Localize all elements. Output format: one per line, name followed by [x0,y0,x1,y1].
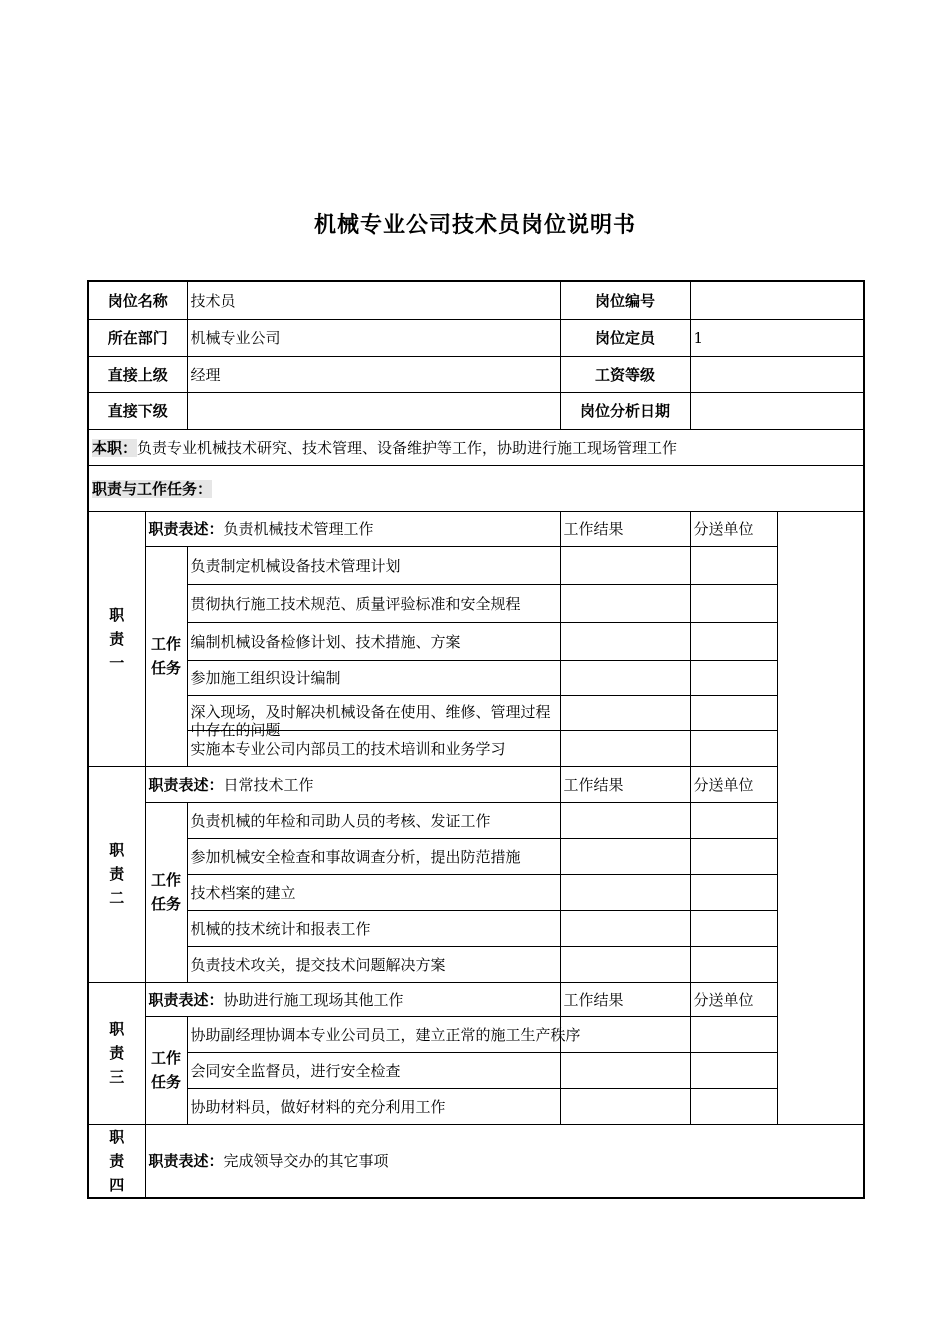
table-row [88,946,864,982]
headcount-value: 1 [690,319,864,356]
task-item: 参加施工组织设计编制 [187,660,560,695]
task-item: 技术档案的建立 [187,874,560,910]
block-1-task-label: 工作 任务 [145,546,187,766]
block-3-dest-label: 分送单位 [690,982,777,1016]
block-1-description: 负责机械技术管理工作 [223,520,374,538]
duty-text: 负责专业机械技术研究、技术管理、设备维护等工作，协助进行施工现场管理工作 [137,438,678,457]
salary-grade-value [690,356,864,392]
table-row [88,695,864,730]
table-row [88,622,864,660]
table-row [88,1016,864,1052]
block-4-description-cell: 职责表述：完成领导交办的其它事项 [145,1124,864,1198]
block-2-description: 日常技术工作 [223,775,314,794]
task-item: 负责技术攻关，提交技术问题解决方案 [187,946,560,982]
header-row-position [88,281,864,319]
block-2-description-cell: 职责表述：日常技术工作 [145,766,560,802]
task-item-clipped: 深入现场，及时解决机械设备在使用、维修、管理过程中存在的问题 [187,695,560,730]
task-item: 编制机械设备检修计划、技术措施、方案 [187,622,560,660]
block-2-desc-row [88,766,864,802]
block-2-result-label: 工作结果 [560,766,690,802]
block-1-description-cell: 职责表述：负责机械技术管理工作 [145,511,560,546]
block-2-dest-label: 分送单位 [690,766,777,802]
block-1-dest-label: 分送单位 [690,511,777,546]
department-value: 机械专业公司 [187,319,560,356]
position-code-value [690,281,864,319]
table-row [88,1088,864,1124]
block-4-description: 完成领导交办的其它事项 [223,1152,389,1170]
table-row [88,546,864,584]
table-row [88,584,864,622]
responsibilities-header-cell [88,465,864,511]
duty-cell [88,429,864,465]
position-name-value: 技术员 [187,281,560,319]
block-3-task-label: 工作 任务 [145,1016,187,1124]
salary-grade-label: 工资等级 [560,356,690,392]
subordinate-label: 直接下级 [88,392,187,429]
duty-label: 本职： [92,438,138,457]
task-item: 机械的技术统计和报表工作 [187,910,560,946]
analysis-date-label: 岗位分析日期 [560,392,690,429]
table-row [88,1052,864,1088]
block-1-name: 职 责 一 [88,511,145,766]
block-3-result-label: 工作结果 [560,982,690,1016]
task-item: 实施本专业公司内部员工的技术培训和业务学习 [187,730,560,766]
table-row [88,910,864,946]
task-item: 协助副经理协调本专业公司员工，建立正常的施工生产秩序 [187,1016,560,1052]
superior-label: 直接上级 [88,356,187,392]
block-3-description: 协助进行施工现场其他工作 [223,990,404,1009]
block-3-desc-row [88,982,864,1016]
header-row-subordinate [88,392,864,429]
block-4-name: 职 责 四 [88,1124,145,1198]
table-row [88,660,864,695]
header-row-superior [88,356,864,392]
analysis-date-value [690,392,864,429]
duty-row [88,429,864,465]
position-code-label: 岗位编号 [560,281,690,319]
block-2-name: 职 责 二 [88,766,145,982]
block-3-description-cell: 职责表述：协助进行施工现场其他工作 [145,982,560,1016]
superior-value: 经理 [187,356,560,392]
task-item: 协助材料员，做好材料的充分利用工作 [187,1088,560,1124]
responsibilities-header: 职责与工作任务： [92,479,213,498]
job-description-table [87,280,865,1199]
block-1-result-label: 工作结果 [560,511,690,546]
block-1-desc-row [88,511,864,546]
document-title: 机械专业公司技术员岗位说明书 [313,213,636,238]
task-item: 贯彻执行施工技术规范、质量评验标准和安全规程 [187,584,560,622]
department-label: 所在部门 [88,319,187,356]
table-row [88,802,864,838]
headcount-label: 岗位定员 [560,319,690,356]
task-item: 参加机械安全检查和事故调查分析，提出防范措施 [187,838,560,874]
block-2-task-label: 工作 任务 [145,802,187,982]
table-row [88,838,864,874]
block-4-row [88,1124,864,1198]
position-name-label: 岗位名称 [88,281,187,319]
header-row-department [88,319,864,356]
task-item: 负责制定机械设备技术管理计划 [187,546,560,584]
responsibilities-header-row [88,465,864,511]
task-item: 负责机械的年检和司助人员的考核、发证工作 [187,802,560,838]
task-item: 会同安全监督员，进行安全检查 [187,1052,560,1088]
subordinate-value [187,392,560,429]
block-3-name: 职 责 三 [88,982,145,1124]
table-row [88,874,864,910]
